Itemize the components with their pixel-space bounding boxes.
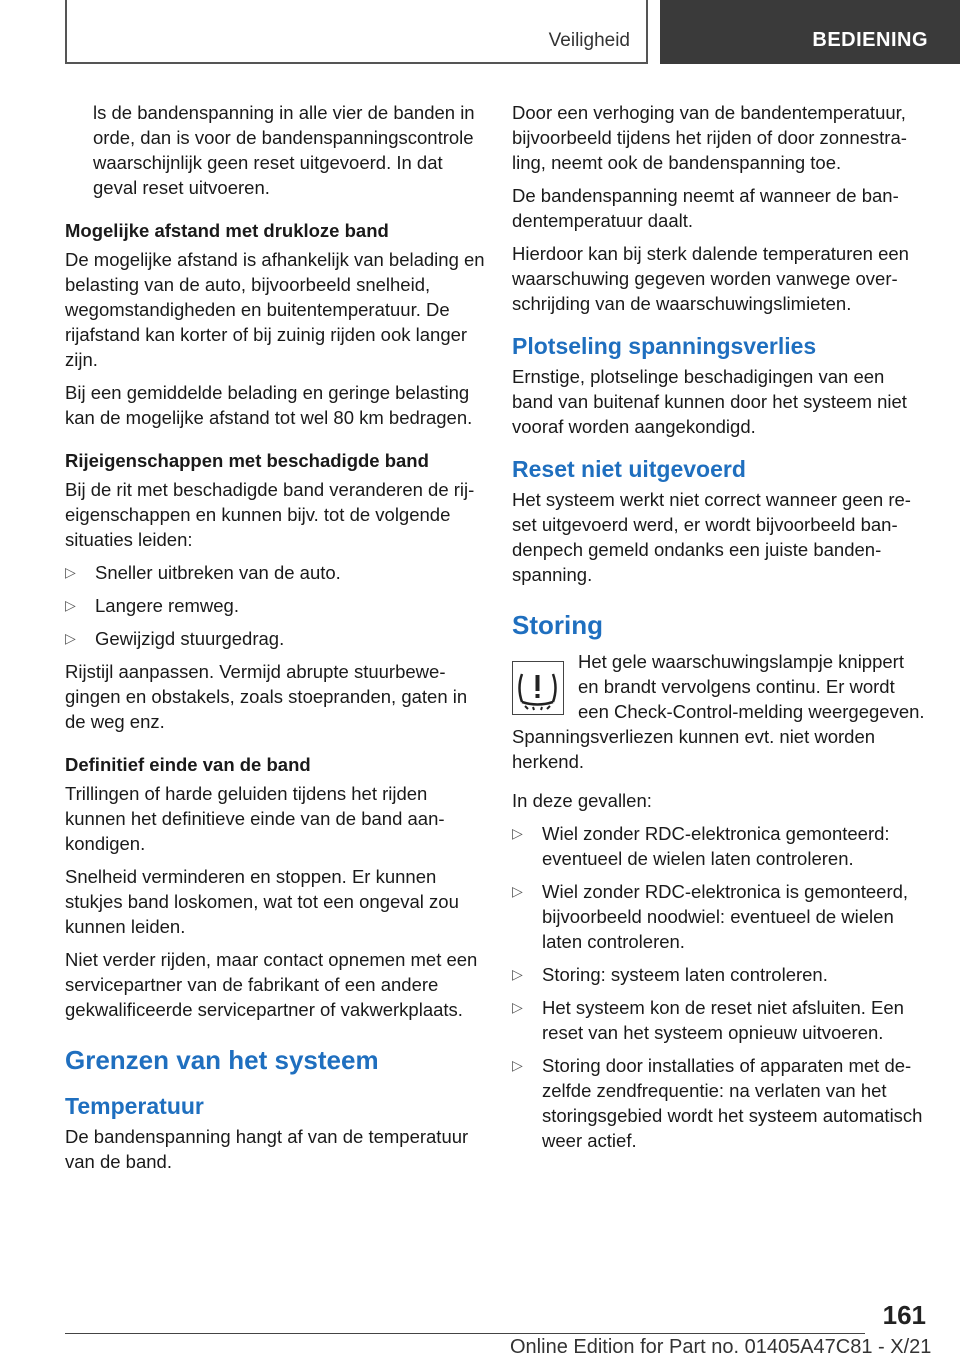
- triangle-bullet-icon: ▷: [512, 966, 523, 982]
- limits-heading: Grenzen van het systeem: [65, 1045, 379, 1075]
- triangle-bullet-icon: ▷: [512, 883, 523, 899]
- end-paragraph-1: Trillingen of harde geluiden tijdens het rijden kunnen het definitieve einde van de band aankondigen.: [65, 783, 445, 854]
- end-of-tire-heading: Definitief einde van de band: [65, 754, 311, 775]
- pressure-loss-heading: Plotseling spanningsverlies: [512, 333, 817, 359]
- range-heading: Mogelijke afstand met drukloze band: [65, 220, 389, 241]
- fault-paragraph-1: Het gele waarschuwingslampje knippert en brandt vervolgens continu. Er wordt een Check-Control-melding weergegeven. Spanningsverliezen kunnen evt. niet worden herkend.: [512, 651, 925, 772]
- reset-heading: Reset niet uitgevoerd: [512, 456, 746, 482]
- fault-heading: Storing: [512, 610, 603, 640]
- triangle-bullet-icon: ▷: [65, 630, 76, 646]
- temperature-heading: Temperatuur: [65, 1093, 204, 1119]
- range-paragraph-1: De mogelijke afstand is afhankelijk van belading en belasting van de auto, bijvoorbeeld snelheid, wegomstandigheden en buitentemperatuur. De rijafstand kan korter of bij zuinig rijden ook langer zijn.: [65, 249, 485, 370]
- handling-heading: Rijeigenschappen met beschadigde band: [65, 450, 429, 471]
- list-item-text: Sneller uitbreken van de auto.: [95, 562, 341, 583]
- tire-pressure-warning-icon: [513, 662, 562, 713]
- pressure-loss-paragraph: Ernstige, plotselinge beschadigingen van een band van buitenaf kunnen door het systeem niet vooraf worden aangekondigd.: [512, 366, 907, 437]
- end-paragraph-3: Niet verder rijden, maar contact opnemen met een servicepartner van de fabrikant of een andere gekwalificeerde servicepartner of vakwerkplaats.: [65, 949, 478, 1020]
- handling-paragraph-1: Bij de rit met beschadigde band veranderen de rij-eigenschappen en kunnen bijv. tot de volgende situaties leiden:: [65, 479, 475, 550]
- range-paragraph-2: Bij een gemiddelde belading en geringe belasting kan de mogelijke afstand tot wel 80 km bedragen.: [65, 382, 473, 428]
- triangle-bullet-icon: ▷: [65, 597, 76, 613]
- footer-divider: [65, 1333, 865, 1334]
- list-item-text: Gewijzigd stuurgedrag.: [95, 628, 285, 649]
- list-item: [65, 593, 485, 618]
- list-item: [65, 560, 485, 585]
- list-item: [512, 1053, 927, 1153]
- reset-paragraph: Het systeem werkt niet correct wanneer geen reset uitgevoerd werd, er wordt bijvoorbeeld bandenpech gemeld ondanks een juiste bandenspanning.: [512, 489, 911, 585]
- list-item: [512, 879, 927, 954]
- list-item-text: Storing: systeem laten controleren.: [542, 964, 828, 985]
- triangle-bullet-icon: ▷: [512, 825, 523, 841]
- header-section-title: Veiligheid: [548, 30, 630, 51]
- fault-bullet-list: [512, 821, 927, 1153]
- temperature-paragraph-1: De bandenspanning hangt af van de temperatuur van de band.: [65, 1126, 469, 1172]
- list-item-text: Wiel zonder RDC-elektronica is gemonteerd, bijvoorbeeld noodwiel: eventueel de wielen laten controleren.: [542, 881, 909, 952]
- right-column: [512, 100, 927, 1161]
- page-number: 161: [882, 1300, 926, 1330]
- handling-bullet-list: [65, 560, 485, 651]
- list-item: [512, 995, 927, 1045]
- tire-pressure-warning-icon: [512, 661, 564, 715]
- list-item: [512, 962, 927, 987]
- end-paragraph-2: Snelheid verminderen en stoppen. Er kunnen stukjes band loskomen, wat tot een ongeval zou kunnen leiden.: [65, 866, 459, 937]
- fault-warning-block: [512, 649, 927, 774]
- header-chapter-tab: [660, 0, 960, 64]
- temperature-paragraph-3: De bandenspanning neemt af wanneer de bandentemperatuur daalt.: [512, 185, 899, 231]
- temperature-paragraph-4: Hierdoor kan bij sterk dalende temperaturen een waarschuwing gegeven worden vanwege overschrijding van de waarschuwingslimieten.: [512, 243, 909, 314]
- list-item: [512, 821, 927, 871]
- footer-edition: Online Edition for Part no. 01405A47C81 - X/21: [510, 1336, 932, 1358]
- triangle-bullet-icon: ▷: [65, 564, 76, 580]
- list-item-text: Wiel zonder RDC-elektronica gemonteerd: eventueel de wielen laten controleren.: [542, 823, 890, 869]
- handling-paragraph-2: Rijstijl aanpassen. Vermijd abrupte stuurbewegingen en obstakels, zoals stoepranden, gaten in de weg enz.: [65, 661, 468, 732]
- intro-paragraph: ls de bandenspanning in alle vier de banden in orde, dan is voor de bandenspanningscontrole waarschijnlijk geen reset uitgevoerd. In dat geval reset uitvoeren.: [93, 102, 475, 198]
- fault-paragraph-2: In deze gevallen:: [512, 790, 652, 811]
- triangle-bullet-icon: ▷: [512, 1057, 523, 1073]
- temperature-paragraph-2: Door een verhoging van de bandentemperatuur, bijvoorbeeld tijdens het rijden of door zonnestraling, neemt ook de bandenspanning toe.: [512, 102, 907, 173]
- left-column: [65, 100, 485, 1182]
- header-chapter-label: BEDIENING: [812, 29, 928, 51]
- triangle-bullet-icon: ▷: [512, 999, 523, 1015]
- list-item: [65, 626, 485, 651]
- list-item-text: Het systeem kon de reset niet afsluiten. Een reset van het systeem opnieuw uitvoeren.: [542, 997, 904, 1043]
- list-item-text: Storing door installaties of apparaten met dezelfde zendfrequentie: na verlaten van het storingsgebied wordt het systeem automatisch weer actief.: [542, 1055, 923, 1151]
- list-item-text: Langere remweg.: [95, 595, 239, 616]
- header-frame: [65, 0, 648, 64]
